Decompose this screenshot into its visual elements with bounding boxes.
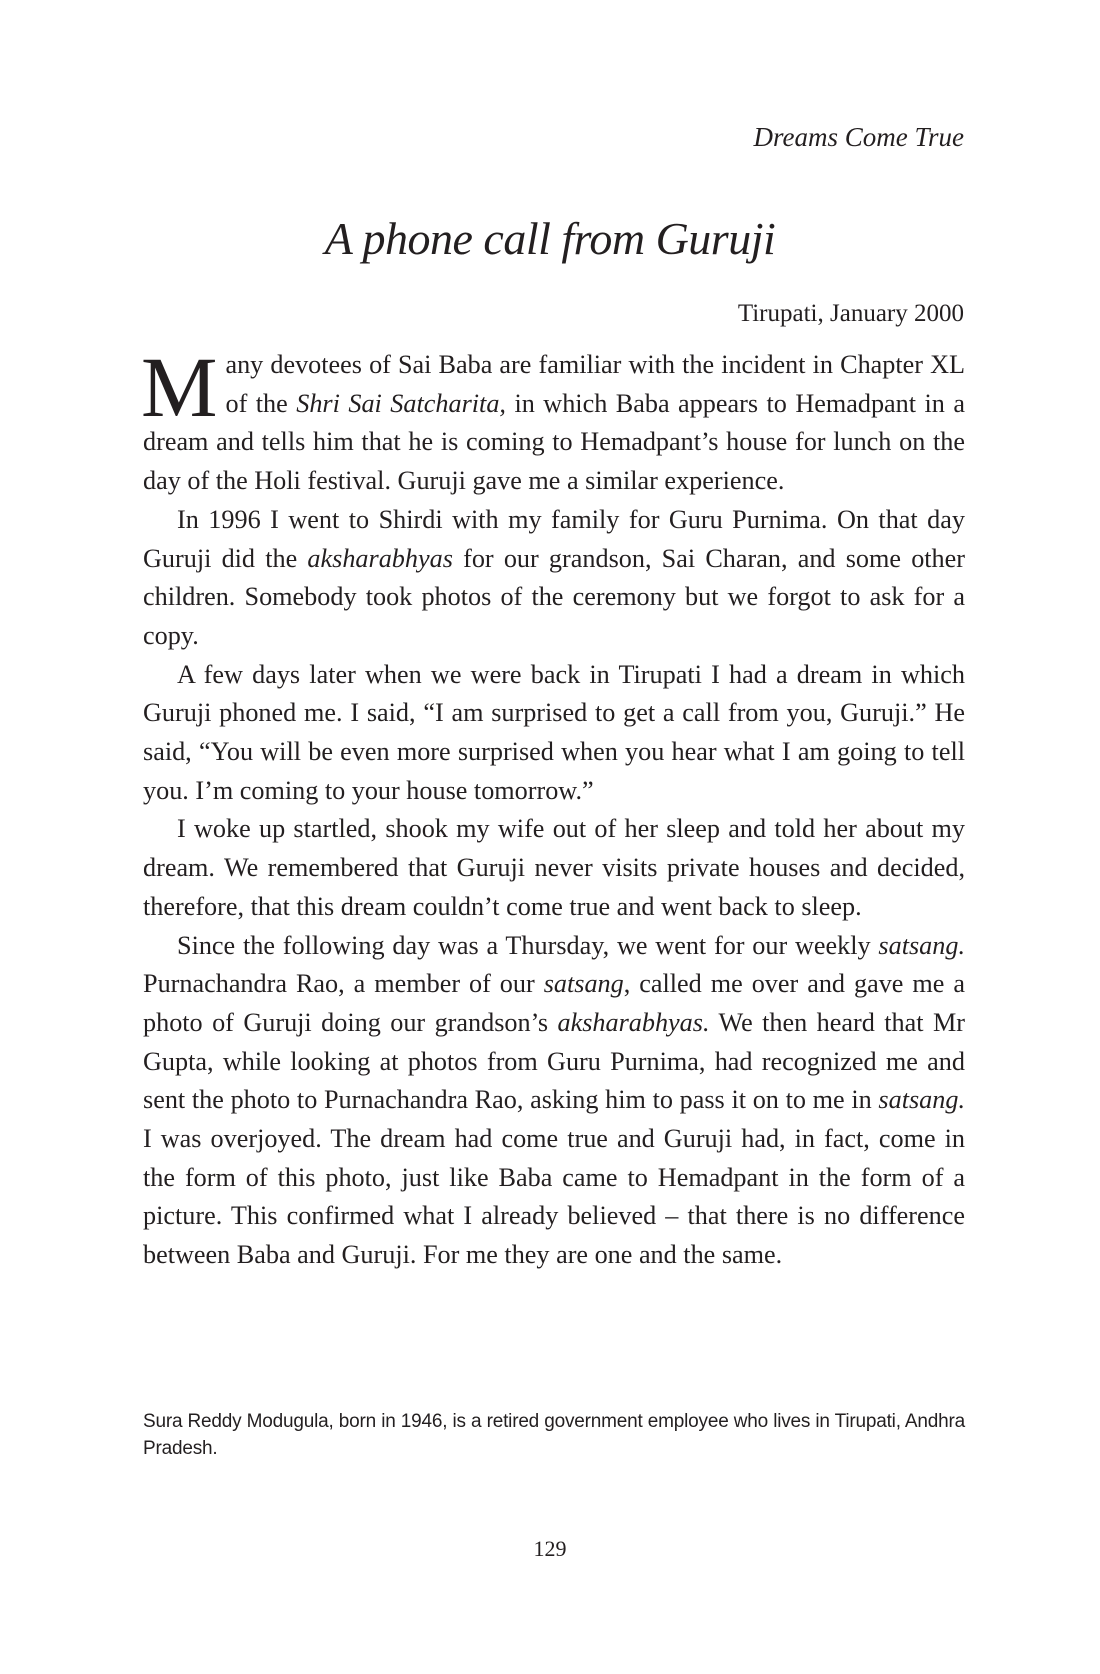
drop-cap: M	[141, 339, 218, 435]
paragraph	[141, 339, 965, 501]
paragraph	[143, 810, 965, 926]
page-number: 129	[533, 1536, 567, 1561]
text-run: , called me over and gave me a photo of Guruji doing our grandson’s	[143, 969, 965, 1037]
text-run: I woke up startled, shook my wife out of her sleep and told her about my dream. We remembered that Guruji never visits private houses and decided, therefore, that this dream couldn’t come true and went back to sleep.	[143, 814, 965, 921]
italic-term: aksharabhyas.	[557, 1007, 710, 1037]
text-run: In 1996 I went to Shirdi with my family for Guru Purnima. On that day Guruji did the	[143, 504, 965, 573]
running-head: Dreams Come True	[753, 122, 964, 152]
text-run: Purnachandra Rao, a member of our	[143, 969, 544, 999]
italic-term: satsang	[543, 969, 624, 999]
author-bio: Sura Reddy Modugula, born in 1946, is a retired government employee who lives in Tirupati, Andhra Pradesh.	[143, 1411, 965, 1459]
text-run: for our grandson, Sai Charan, and some other children. Somebody took photos of the ceremony but we forgot to ask for a copy.	[143, 543, 965, 650]
text-run: any devotees of Sai Baba are familiar with the incident in Chapter XL of the	[225, 350, 965, 418]
text-run: A few days later when we were back in Tirupati I had a dream in which Guruji phoned me. I said, “I am surprised to get a call from you, Guruji.” He said, “You will be even more surprised when you hear what I am going to tell you. I’m coming to your house tomorrow.”	[143, 659, 965, 805]
paragraph	[143, 656, 965, 811]
dateline: Tirupati, January 2000	[737, 300, 964, 327]
italic-term: Shri Sai Satcharita,	[296, 388, 506, 418]
text-run: in which Baba appears to Hemadpant in a dream and tells him that he is coming to Hemadpant’s house for lunch on the day of the Holi festival. Guruji gave me a similar experience.	[143, 388, 965, 496]
italic-term: satsang.	[878, 1085, 965, 1115]
text-run: Since the following day was a Thursday, we went for our weekly	[177, 930, 879, 960]
chapter-title: A phone call from Guruji	[324, 213, 776, 264]
paragraph	[143, 927, 965, 1275]
text-run: I was overjoyed. The dream had come true and Guruji had, in fact, come in the form of this photo, just like Baba came to Hemadpant in the form of a picture. This confirmed what I already believed – that there is no difference between Baba and Guruji. For me they are one and the same.	[143, 1124, 965, 1270]
text-run: We then heard that Mr Gupta, while looking at photos from Guru Purnima, had recognized me and sent the photo to Purnachandra Rao, asking him to pass it on to me in	[143, 1007, 965, 1115]
italic-term: aksharabhyas	[307, 543, 453, 573]
body-text	[141, 339, 965, 1275]
paragraph	[143, 501, 965, 656]
italic-term: satsang.	[878, 930, 965, 960]
